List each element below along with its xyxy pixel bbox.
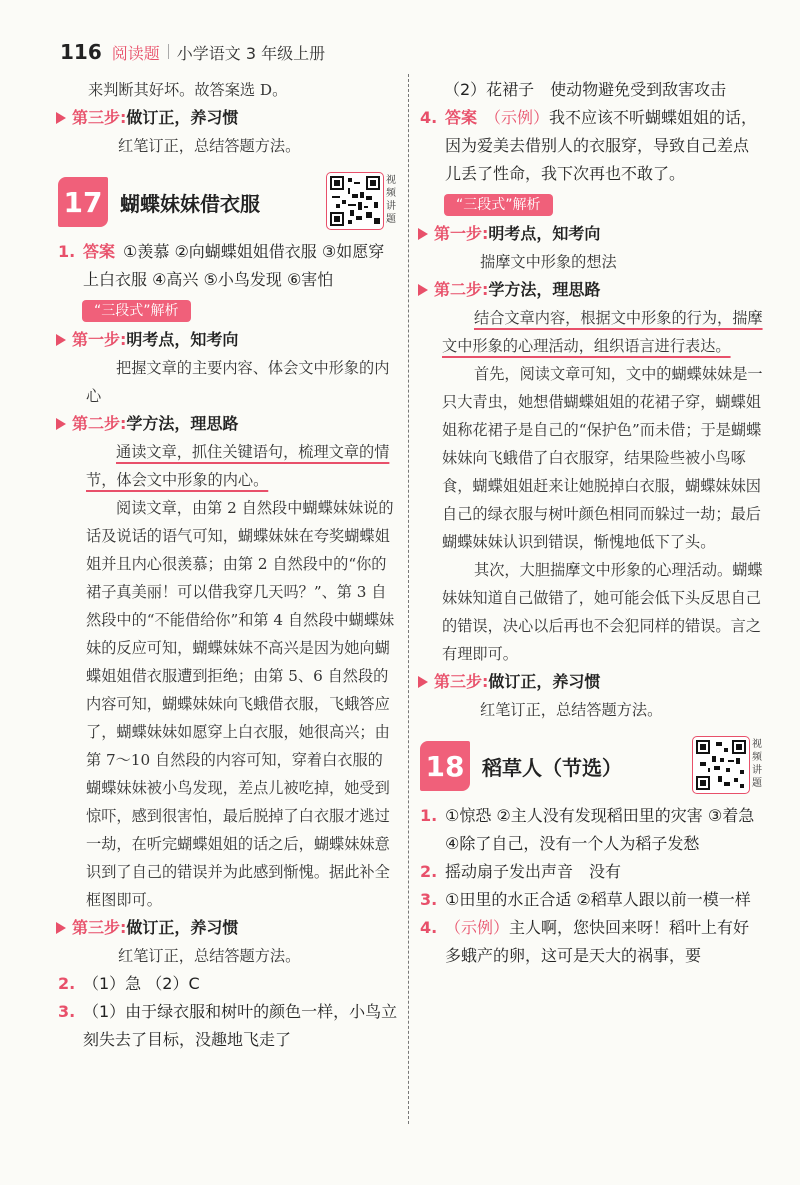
question-4: 4. 答案 （示例）我不应该不听蝴蝶姐姐的话，因为爱美去借别人的衣服穿，导致自己差点儿丢了性命，我下次再也不敢了。 (420, 108, 758, 183)
question-3: 3. ①田里的水正合适 ②稻草人跟以前一模一样 (420, 890, 751, 909)
analysis-paragraph-1: 首先，阅读文章可知，文中的蝴蝶妹妹是一只大青虫，她想借蝴蝶姐姐的花裙子穿，蝴蝶姐姐称花裙子是自己的“保护色”而未借；于是蝴蝶妹妹向飞蛾借了白衣服穿，结果险些被小鸟啄食，蝴蝶姐姐赶来让她脱掉白衣服，蝴蝶妹妹因自己的绿衣服与树叶颜色相同而躲过一劫；最后蝴蝶妹妹认识到错误，惭愧地低下了头。 (442, 365, 763, 551)
arrow-icon (56, 418, 66, 430)
column-divider (408, 74, 409, 1124)
analysis-badge: “三段式”解析 (82, 300, 191, 322)
lesson-number-badge: 18 (420, 741, 470, 791)
arrow-icon (418, 676, 428, 688)
step3-heading: 第三步: 做订正，养习惯 (420, 668, 764, 696)
arrow-icon (56, 112, 66, 124)
page-number: 116 (60, 40, 102, 64)
lesson-title: 蝴蝶妹妹借衣服 (120, 191, 260, 216)
step1-body: 把握文章的主要内容、体会文中形象的内心 (86, 359, 390, 405)
question-2: 2. （1）急 （2）C (58, 974, 200, 993)
lesson-17-header (58, 172, 398, 232)
header-separator (168, 44, 169, 59)
step2-heading: 第二步: 学方法，理思路 (58, 410, 398, 438)
book-subtitle: 小学语文 3 年级上册 (176, 44, 326, 63)
analysis-badge: “三段式”解析 (444, 194, 553, 216)
left-column (58, 76, 398, 1054)
arrow-icon (56, 922, 66, 934)
arrow-icon (56, 334, 66, 346)
question-4: 4. （示例）主人啊，您快回来呀！稻叶上有好多蛾产的卵，这可是天大的祸事，要 (420, 918, 750, 965)
step1-body: 揣摩文中形象的想法 (480, 253, 617, 271)
step3-body-17: 红笔订正，总结答题方法。 (118, 947, 301, 965)
arrow-icon (418, 284, 428, 296)
step2-body: 通读文章，抓住关键语句，梳理文章的情节，体会文中形象的内心。 (86, 443, 390, 489)
step3-heading-17: 第三步: 做订正，养习惯 (58, 914, 398, 942)
lesson-title: 稻草人（节选） (482, 755, 622, 780)
analysis-paragraph: 阅读文章，由第 2 自然段中蝴蝶妹妹说的话及说话的语气可知，蝴蝶妹妹在夸奖蝴蝶姐姐并且内心很羡慕；由第 2 自然段中的“你的裙子真美丽！可以借我穿几天吗？”、第 3 自然段中的“不能借给你”和第 4 自然段中蝴蝶妹妹的反应可知，蝴蝶妹妹不高兴是因为她向蝴蝶姐姐借衣服遭到拒绝；由第 5、6 自然段的内容可知，蝴蝶妹妹向飞蛾借衣服，飞蛾答应了，蝴蝶妹妹如愿穿上白衣服，她很高兴；由第 7～10 自然段的内容可知，穿着白衣服的蝴蝶妹妹被小鸟发现，差点儿被吃掉，她受到惊吓，感到很害怕，最后脱掉了白衣服才逃过一劫，在听完蝴蝶姐姐的话之后，蝴蝶妹妹意识到了自己的错误并为此感到惭愧。据此补全框图即可。 (86, 499, 395, 909)
qr-caption: 视频讲题 (752, 739, 762, 789)
analysis-paragraph-2: 其次，大胆揣摩文中形象的心理活动。蝴蝶妹妹知道自己做错了，她可能会低下头反思自己的错误，决心以后再也不会犯同样的错误。言之有理即可。 (442, 561, 763, 663)
step3-body: 红笔订正，总结答题方法。 (118, 137, 301, 155)
qr-caption: 视频讲题 (386, 175, 396, 225)
arrow-icon (418, 228, 428, 240)
lesson-number-badge: 17 (58, 177, 108, 227)
step3-body: 红笔订正，总结答题方法。 (480, 701, 663, 719)
step3-heading: 第三步: 做订正，养习惯 (58, 104, 398, 132)
qr-code-icon[interactable] (326, 172, 384, 230)
step2-body: 结合文章内容，根据文中形象的行为，揣摩文中形象的心理活动，组织语言进行表达。 (442, 309, 763, 355)
question-2: 2. 摇动扇子发出声音 没有 (420, 862, 622, 881)
page-header (60, 40, 325, 70)
continued-line: 来判断其好坏。故答案选 D。 (88, 81, 288, 99)
right-column (420, 76, 764, 970)
step1-heading: 第一步: 明考点，知考向 (420, 220, 764, 248)
step1-heading: 第一步: 明考点，知考向 (58, 326, 398, 354)
step2-heading: 第二步: 学方法，理思路 (420, 276, 764, 304)
question-1: 1. ①惊恐 ②主人没有发现稻田里的灾害 ③着急 ④除了自己，没有一个人为稻子发愁 (420, 806, 755, 853)
continued-answer: （2）花裙子 使动物避免受到敌害攻击 (444, 80, 727, 99)
lesson-18-header (420, 736, 764, 796)
question-3: 3. （1）由于绿衣服和树叶的颜色一样，小鸟立刻失去了目标，没趣地飞走了 (58, 1002, 398, 1049)
question-1: 1. 答案 ①羡慕 ②向蝴蝶姐姐借衣服 ③如愿穿上白衣服 ④高兴 ⑤小鸟发现 ⑥害怕 (58, 242, 385, 289)
qr-code-icon[interactable] (692, 736, 750, 794)
section-label: 阅读题 (111, 44, 160, 63)
